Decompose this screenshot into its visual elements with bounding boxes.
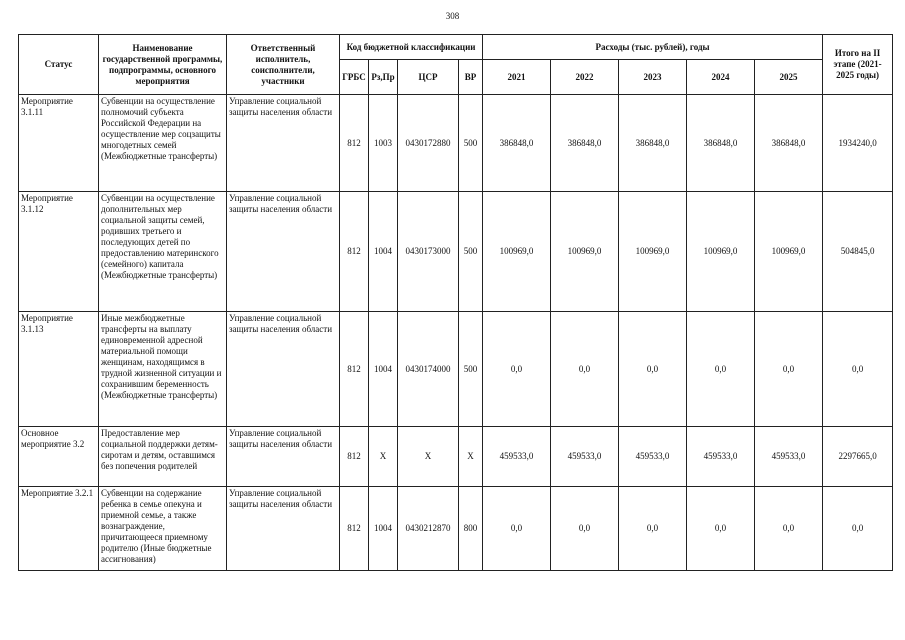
row-grbs: 812	[340, 95, 369, 192]
row-status: Мероприятие 3.1.12	[19, 192, 99, 312]
row-rzpr: 1003	[369, 95, 398, 192]
table-row	[19, 312, 893, 427]
row-value-2022: 459533,0	[551, 427, 619, 487]
row-csr: 0430174000	[398, 312, 459, 427]
row-rzpr: 1004	[369, 312, 398, 427]
row-value-2025: 0,0	[755, 312, 823, 427]
row-csr: X	[398, 427, 459, 487]
header-year-2022: 2022	[551, 60, 619, 95]
budget-table	[18, 34, 893, 571]
header-grbs: ГРБС	[340, 60, 369, 95]
row-name: Субвенции на осуществление полномочий субъекта Российской Федерации на осуществление мер соцзащиты многодетных семей (Межбюджетные трансферты)	[99, 95, 227, 192]
row-value-2023: 0,0	[619, 312, 687, 427]
row-value-2021: 0,0	[483, 312, 551, 427]
header-responsible: Ответственный исполнитель, соисполнители, участники	[227, 35, 340, 95]
header-csr: ЦСР	[398, 60, 459, 95]
header-rzpr: Рз,Пр	[369, 60, 398, 95]
row-responsible: Управление социальной защиты населения области	[227, 95, 340, 192]
header-expenses: Расходы (тыс. рублей), годы	[483, 35, 823, 60]
row-value-2022: 0,0	[551, 487, 619, 571]
row-value-2021: 0,0	[483, 487, 551, 571]
row-value-2022: 386848,0	[551, 95, 619, 192]
page-number: 308	[445, 11, 460, 21]
row-total: 0,0	[823, 312, 893, 427]
row-value-2025: 386848,0	[755, 95, 823, 192]
row-value-2023: 0,0	[619, 487, 687, 571]
row-csr: 0430212870	[398, 487, 459, 571]
row-rzpr: 1004	[369, 487, 398, 571]
row-grbs: 812	[340, 192, 369, 312]
header-year-2024: 2024	[687, 60, 755, 95]
row-value-2025: 459533,0	[755, 427, 823, 487]
row-value-2024: 459533,0	[687, 427, 755, 487]
row-vr: 500	[459, 312, 483, 427]
row-value-2022: 100969,0	[551, 192, 619, 312]
row-csr: 0430173000	[398, 192, 459, 312]
row-value-2021: 100969,0	[483, 192, 551, 312]
row-name: Предоставление мер социальной поддержки детям-сиротам и детям, оставшимся без попечения родителей	[99, 427, 227, 487]
table-row	[19, 192, 893, 312]
row-grbs: 812	[340, 427, 369, 487]
row-value-2025: 0,0	[755, 487, 823, 571]
header-name: Наименование государственной программы, подпрограммы, основного мероприятия	[99, 35, 227, 95]
row-grbs: 812	[340, 312, 369, 427]
header-budget-code: Код бюджетной классификации	[340, 35, 483, 60]
row-vr: 500	[459, 192, 483, 312]
header-year-2025: 2025	[755, 60, 823, 95]
row-vr: 500	[459, 95, 483, 192]
header-status: Статус	[19, 35, 99, 95]
row-vr: 800	[459, 487, 483, 571]
header-year-2023: 2023	[619, 60, 687, 95]
row-csr: 0430172880	[398, 95, 459, 192]
row-grbs: 812	[340, 487, 369, 571]
row-value-2024: 100969,0	[687, 192, 755, 312]
row-vr: X	[459, 427, 483, 487]
row-total: 0,0	[823, 487, 893, 571]
row-value-2023: 100969,0	[619, 192, 687, 312]
row-total: 1934240,0	[823, 95, 893, 192]
row-total: 504845,0	[823, 192, 893, 312]
row-value-2023: 386848,0	[619, 95, 687, 192]
row-value-2024: 0,0	[687, 487, 755, 571]
row-status: Мероприятие 3.1.11	[19, 95, 99, 192]
row-value-2024: 386848,0	[687, 95, 755, 192]
row-value-2022: 0,0	[551, 312, 619, 427]
row-name: Субвенции на содержание ребенка в семье опекуна и приемной семье, а также вознаграждение, причитающееся приемному родителю (Иные бюджетные ассигнования)	[99, 487, 227, 571]
header-vr: ВР	[459, 60, 483, 95]
row-responsible: Управление социальной защиты населения области	[227, 312, 340, 427]
header-row-top	[19, 35, 893, 60]
table-row	[19, 427, 893, 487]
row-status: Мероприятие 3.2.1	[19, 487, 99, 571]
row-rzpr: X	[369, 427, 398, 487]
row-rzpr: 1004	[369, 192, 398, 312]
row-value-2021: 386848,0	[483, 95, 551, 192]
row-value-2023: 459533,0	[619, 427, 687, 487]
row-responsible: Управление социальной защиты населения области	[227, 192, 340, 312]
header-total: Итого на II этапе (2021-2025 годы)	[823, 35, 893, 95]
table-row	[19, 487, 893, 571]
row-name: Иные межбюджетные трансферты на выплату единовременной адресной материальной помощи женщинам, находящимся в трудной жизненной ситуации и сохранившим беременность (Межбюджетные трансферты)	[99, 312, 227, 427]
row-total: 2297665,0	[823, 427, 893, 487]
row-status: Основное мероприятие 3.2	[19, 427, 99, 487]
row-value-2024: 0,0	[687, 312, 755, 427]
row-responsible: Управление социальной защиты населения области	[227, 487, 340, 571]
row-value-2025: 100969,0	[755, 192, 823, 312]
row-value-2021: 459533,0	[483, 427, 551, 487]
table-row	[19, 95, 893, 192]
row-responsible: Управление социальной защиты населения области	[227, 427, 340, 487]
row-status: Мероприятие 3.1.13	[19, 312, 99, 427]
header-year-2021: 2021	[483, 60, 551, 95]
row-name: Субвенции на осуществление дополнительных мер социальной защиты семей, родивших третьего и последующих детей по предоставлению материнского (семейного) капитала (Межбюджетные трансферты)	[99, 192, 227, 312]
